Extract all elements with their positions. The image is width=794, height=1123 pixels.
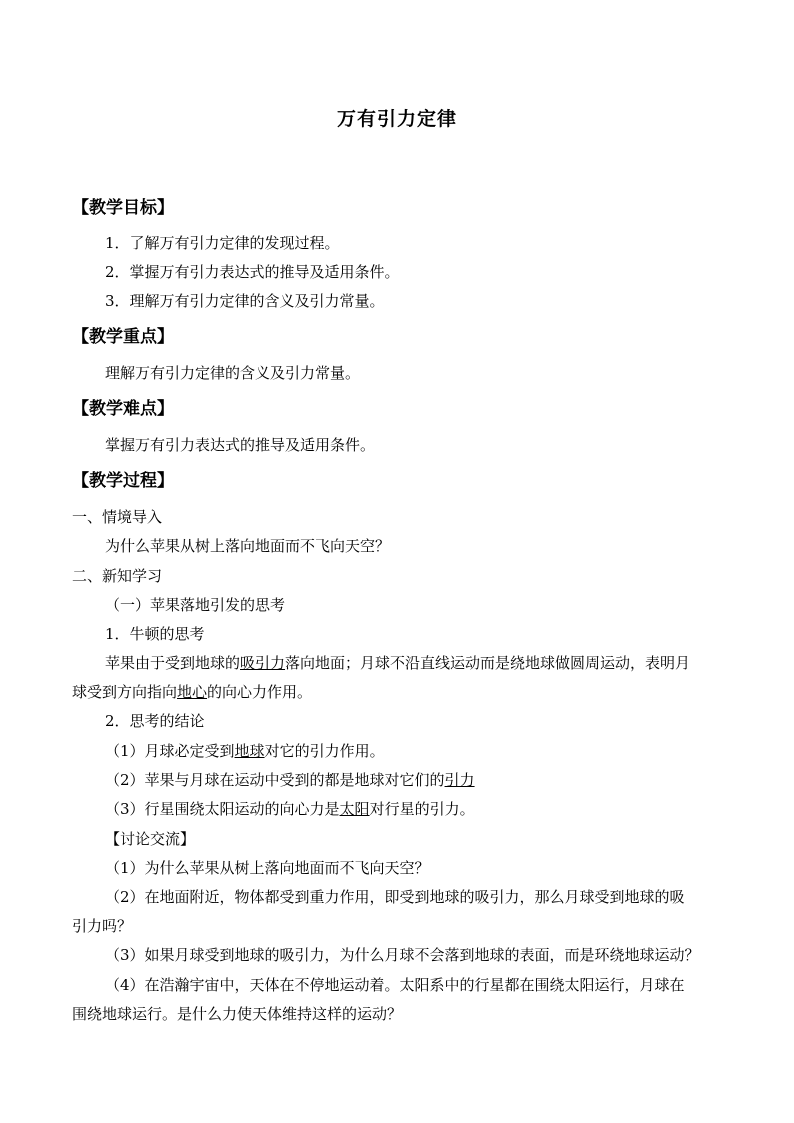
conclusion-3 bbox=[105, 799, 475, 819]
paragraph-text: 落向地面；月球不沿直线运动而是绕地球做圆周运动，表明月 bbox=[285, 654, 691, 672]
discussion-question-3: （3）如果月球受到地球的吸引力，为什么月球不会落到地球的表面，而是环绕地球运动？ bbox=[105, 946, 700, 964]
focus-text: 理解万有引力定律的含义及引力常量。 bbox=[105, 364, 361, 382]
paragraph-text: 的向心力作用。 bbox=[207, 683, 313, 701]
underlined-answer: 吸引力 bbox=[240, 654, 286, 672]
discussion-question-2-line-1: （2）在地面附近，物体都受到重力作用，即受到地球的吸引力，那么月球受到地球的吸 bbox=[105, 888, 685, 906]
conclusion-1 bbox=[105, 741, 385, 761]
discussion-question-2-line-2: 引力吗？ bbox=[72, 917, 133, 935]
goal-item-2: 2．掌握万有引力表达式的推导及适用条件。 bbox=[105, 263, 400, 281]
discussion-question-1: （1）为什么苹果从树上落向地面而不飞向天空？ bbox=[105, 859, 430, 877]
paragraph-text: 苹果由于受到地球的 bbox=[105, 654, 241, 672]
section-heading-process: 【教学过程】 bbox=[72, 471, 174, 491]
section-heading-focus: 【教学重点】 bbox=[72, 327, 174, 347]
item-2-heading: 2．思考的结论 bbox=[105, 712, 205, 730]
underlined-answer: 引力 bbox=[444, 771, 475, 789]
section-heading-goals: 【教学目标】 bbox=[72, 198, 174, 218]
conclusion-text: 对行星的引力。 bbox=[369, 800, 475, 818]
underlined-answer: 地心 bbox=[177, 683, 208, 701]
discussion-heading: 【讨论交流】 bbox=[105, 830, 196, 848]
part1-heading: 一、情境导入 bbox=[72, 508, 163, 526]
underlined-answer: 地球 bbox=[234, 742, 265, 760]
part1-question: 为什么苹果从树上落向地面而不飞向天空？ bbox=[105, 537, 391, 555]
subsection-1-heading: （一）苹果落地引发的思考 bbox=[105, 596, 286, 614]
discussion-question-4-line-2: 围绕地球运行。是什么力使天体维持这样的运动？ bbox=[72, 1005, 403, 1023]
paragraph-text: 球受到方向指向 bbox=[72, 683, 178, 701]
discussion-question-4-line-1: （4）在浩瀚宇宙中，天体在不停地运动着。太阳系中的行星都在围绕太阳运行，月球在 bbox=[105, 976, 685, 994]
paragraph-line-2 bbox=[72, 682, 312, 702]
part2-heading: 二、新知学习 bbox=[72, 567, 163, 585]
conclusion-text: （1）月球必定受到 bbox=[105, 742, 235, 760]
conclusion-text: （2）苹果与月球在运动中受到的都是地球对它们的 bbox=[105, 771, 445, 789]
goal-item-3: 3．理解万有引力定律的含义及引力常量。 bbox=[105, 292, 385, 310]
paragraph-line-1 bbox=[105, 653, 690, 673]
difficulty-text: 掌握万有引力表达式的推导及适用条件。 bbox=[105, 436, 376, 454]
conclusion-text: 对它的引力作用。 bbox=[264, 742, 385, 760]
page-title: 万有引力定律 bbox=[336, 108, 457, 130]
underlined-answer: 太阳 bbox=[339, 800, 370, 818]
section-heading-difficulty: 【教学难点】 bbox=[72, 399, 174, 419]
item-1-heading: 1．牛顿的思考 bbox=[105, 625, 205, 643]
conclusion-2 bbox=[105, 770, 475, 790]
goal-item-1: 1．了解万有引力定律的发现过程。 bbox=[105, 234, 340, 252]
conclusion-text: （3）行星围绕太阳运动的向心力是 bbox=[105, 800, 340, 818]
